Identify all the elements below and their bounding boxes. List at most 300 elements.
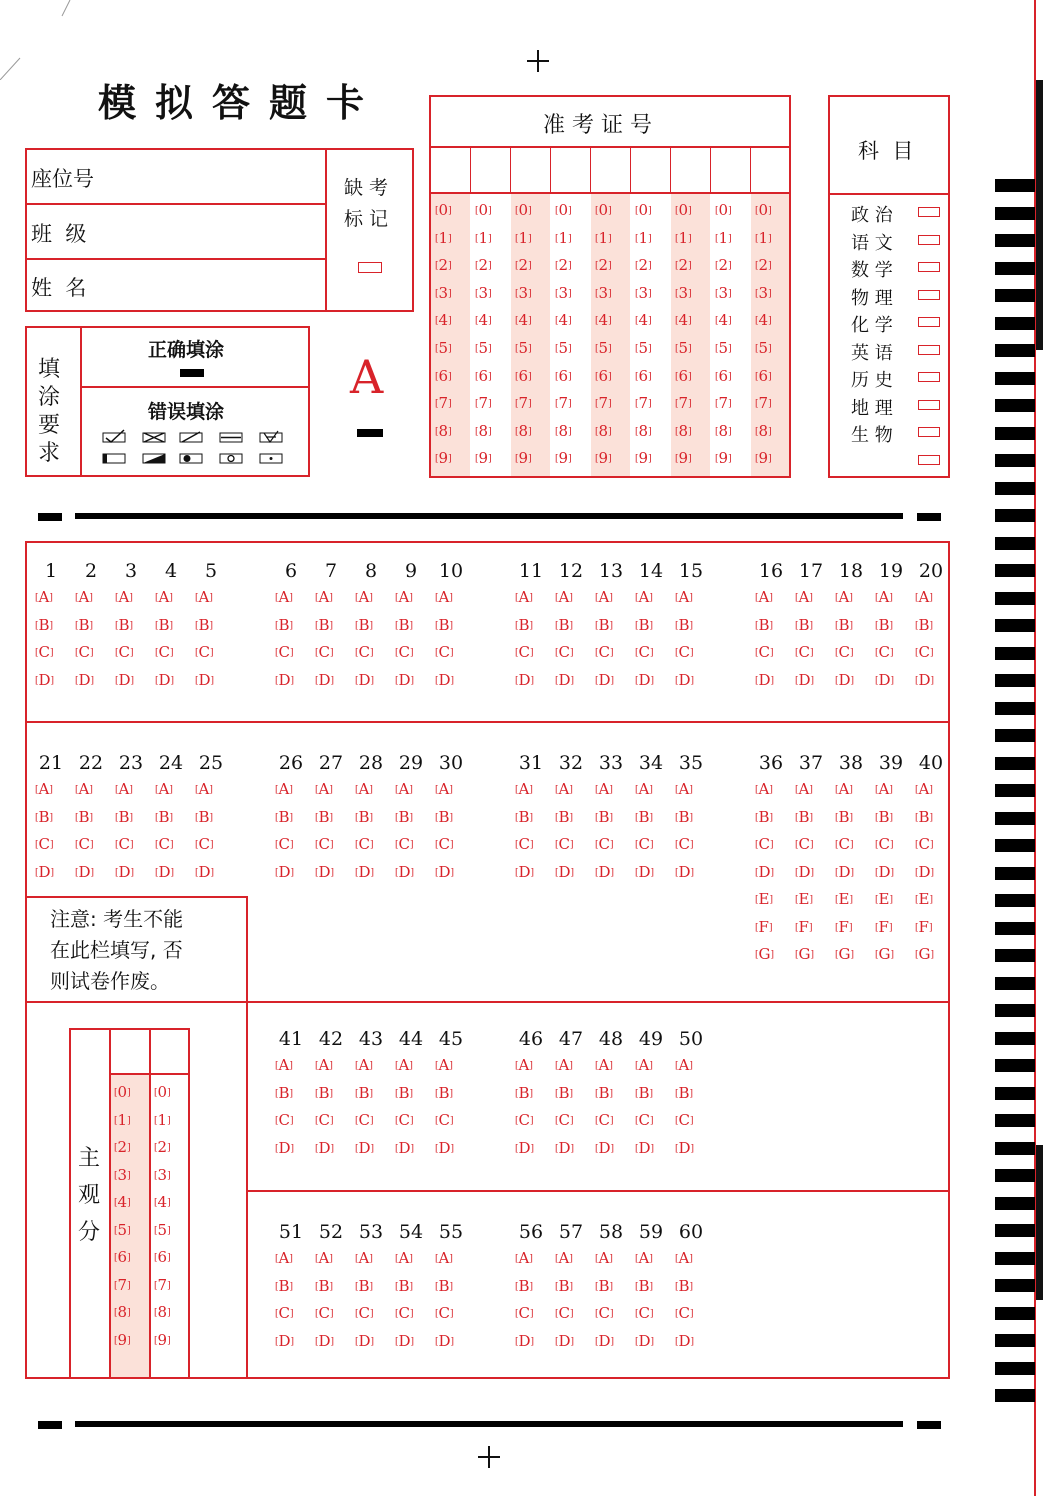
answer-bubble[interactable]: [B]	[555, 1083, 574, 1102]
answer-bubble[interactable]: [D]	[195, 862, 215, 881]
answer-bubble[interactable]: [C]	[155, 835, 174, 853]
answer-bubble[interactable]: [C]	[515, 643, 534, 661]
exam-id-bubble[interactable]: [6]	[555, 366, 572, 385]
absent-mark-box[interactable]	[358, 262, 382, 273]
answer-bubble[interactable]: [C]	[275, 1111, 294, 1129]
exam-id-bubble[interactable]: [9]	[515, 449, 532, 468]
subjective-digit-bubble[interactable]: [9]	[154, 1330, 171, 1349]
answer-bubble[interactable]: [B]	[275, 807, 294, 826]
exam-id-bubble[interactable]: [4]	[755, 311, 772, 330]
answer-bubble[interactable]: [D]	[635, 862, 655, 881]
answer-bubble[interactable]: [D]	[555, 1138, 575, 1157]
answer-bubble[interactable]: [D]	[595, 670, 615, 689]
answer-bubble[interactable]: [D]	[435, 862, 455, 881]
exam-id-bubble[interactable]: [8]	[715, 421, 732, 440]
answer-bubble[interactable]: [E]	[875, 890, 893, 908]
answer-bubble[interactable]: [A]	[275, 588, 293, 606]
answer-bubble[interactable]: [C]	[915, 643, 934, 661]
exam-id-bubble[interactable]: [8]	[675, 421, 692, 440]
answer-bubble[interactable]: [D]	[675, 670, 695, 689]
answer-bubble[interactable]: [B]	[275, 615, 294, 634]
answer-bubble[interactable]: [E]	[835, 890, 853, 908]
answer-bubble[interactable]: [D]	[795, 862, 815, 881]
answer-bubble[interactable]: [B]	[595, 615, 614, 634]
answer-bubble[interactable]: [C]	[195, 835, 214, 853]
answer-bubble[interactable]: [D]	[675, 1331, 695, 1350]
answer-bubble[interactable]: [B]	[195, 807, 214, 826]
answer-bubble[interactable]: [D]	[515, 1331, 535, 1350]
answer-bubble[interactable]: [D]	[595, 862, 615, 881]
answer-bubble[interactable]: [A]	[395, 1056, 413, 1074]
exam-id-bubble[interactable]: [3]	[675, 283, 692, 302]
answer-bubble[interactable]: [D]	[595, 1138, 615, 1157]
exam-id-bubble[interactable]: [3]	[715, 283, 732, 302]
exam-id-bubble[interactable]: [9]	[435, 449, 452, 468]
answer-bubble[interactable]: [B]	[795, 807, 814, 826]
exam-id-bubble[interactable]: [7]	[715, 394, 732, 413]
answer-bubble[interactable]: [D]	[835, 862, 855, 881]
exam-id-bubble[interactable]: [3]	[555, 283, 572, 302]
exam-id-bubble[interactable]: [6]	[755, 366, 772, 385]
exam-id-bubble[interactable]: [7]	[475, 394, 492, 413]
answer-bubble[interactable]: [D]	[755, 862, 775, 881]
answer-bubble[interactable]: [D]	[835, 670, 855, 689]
answer-bubble[interactable]: [B]	[275, 1276, 294, 1295]
answer-bubble[interactable]: [A]	[115, 780, 133, 798]
exam-id-bubble[interactable]: [0]	[635, 201, 652, 219]
answer-bubble[interactable]: [A]	[35, 588, 53, 606]
exam-id-bubble[interactable]: [9]	[475, 449, 492, 468]
answer-bubble[interactable]: [D]	[75, 670, 95, 689]
answer-bubble[interactable]: [A]	[355, 1249, 373, 1267]
answer-bubble[interactable]: [B]	[355, 1276, 374, 1295]
exam-id-bubble[interactable]: [2]	[755, 256, 772, 275]
answer-bubble[interactable]: [C]	[115, 835, 134, 853]
answer-bubble[interactable]: [C]	[75, 835, 94, 853]
answer-bubble[interactable]: [D]	[355, 670, 375, 689]
answer-bubble[interactable]: [A]	[155, 780, 173, 798]
exam-id-bubble[interactable]: [9]	[715, 449, 732, 468]
exam-id-bubble[interactable]: [2]	[515, 256, 532, 275]
answer-bubble[interactable]: [B]	[875, 807, 894, 826]
answer-bubble[interactable]: [A]	[355, 1056, 373, 1074]
answer-bubble[interactable]: [C]	[435, 1111, 454, 1129]
subjective-digit-bubble[interactable]: [6]	[114, 1248, 131, 1266]
answer-bubble[interactable]: [A]	[315, 588, 333, 606]
subject-mark-box[interactable]	[918, 455, 940, 465]
answer-bubble[interactable]: [C]	[75, 643, 94, 661]
answer-bubble[interactable]: [B]	[515, 1083, 534, 1102]
answer-bubble[interactable]: [A]	[195, 780, 213, 798]
answer-bubble[interactable]: [B]	[355, 1083, 374, 1102]
exam-id-bubble[interactable]: [8]	[475, 421, 492, 440]
answer-bubble[interactable]: [B]	[315, 807, 334, 826]
answer-bubble[interactable]: [A]	[435, 1056, 453, 1074]
answer-bubble[interactable]: [D]	[915, 862, 935, 881]
exam-id-bubble[interactable]: [0]	[595, 201, 612, 219]
answer-bubble[interactable]: [B]	[435, 615, 454, 634]
subject-mark-box[interactable]	[918, 262, 940, 272]
answer-bubble[interactable]: [A]	[795, 588, 813, 606]
answer-bubble[interactable]: [G]	[835, 945, 855, 963]
exam-id-bubble[interactable]: [4]	[435, 311, 452, 330]
answer-bubble[interactable]: [A]	[435, 588, 453, 606]
answer-bubble[interactable]: [D]	[915, 670, 935, 689]
answer-bubble[interactable]: [D]	[395, 1138, 415, 1157]
answer-bubble[interactable]: [B]	[635, 1083, 654, 1102]
answer-bubble[interactable]: [C]	[315, 643, 334, 661]
answer-bubble[interactable]: [D]	[635, 670, 655, 689]
answer-bubble[interactable]: [B]	[435, 1276, 454, 1295]
answer-bubble[interactable]: [B]	[395, 615, 414, 634]
exam-id-bubble[interactable]: [9]	[555, 449, 572, 468]
exam-id-bubble[interactable]: [0]	[435, 201, 452, 219]
exam-id-bubble[interactable]: [0]	[715, 201, 732, 219]
answer-bubble[interactable]: [A]	[75, 780, 93, 798]
answer-bubble[interactable]: [D]	[195, 670, 215, 689]
answer-bubble[interactable]: [D]	[155, 670, 175, 689]
answer-bubble[interactable]: [C]	[395, 1304, 414, 1322]
subjective-digit-bubble[interactable]: [1]	[114, 1110, 131, 1129]
answer-bubble[interactable]: [B]	[915, 615, 934, 634]
answer-bubble[interactable]: [B]	[755, 615, 774, 634]
exam-id-bubble[interactable]: [3]	[475, 283, 492, 302]
answer-bubble[interactable]: [C]	[395, 835, 414, 853]
exam-id-bubble[interactable]: [8]	[595, 421, 612, 440]
exam-id-bubble[interactable]: [5]	[475, 339, 492, 357]
answer-bubble[interactable]: [A]	[835, 780, 853, 798]
answer-bubble[interactable]: [B]	[395, 1083, 414, 1102]
answer-bubble[interactable]: [A]	[635, 780, 653, 798]
answer-bubble[interactable]: [B]	[75, 615, 94, 634]
answer-bubble[interactable]: [D]	[315, 862, 335, 881]
answer-bubble[interactable]: [A]	[875, 588, 893, 606]
answer-bubble[interactable]: [C]	[555, 1304, 574, 1322]
answer-bubble[interactable]: [C]	[355, 1304, 374, 1322]
answer-bubble[interactable]: [D]	[595, 1331, 615, 1350]
exam-id-bubble[interactable]: [8]	[555, 421, 572, 440]
answer-bubble[interactable]: [F]	[875, 917, 893, 936]
answer-bubble[interactable]: [B]	[875, 615, 894, 634]
subjective-digit-bubble[interactable]: [8]	[154, 1303, 171, 1321]
answer-bubble[interactable]: [D]	[435, 1331, 455, 1350]
subjective-digit-bubble[interactable]: [4]	[114, 1193, 131, 1211]
subjective-digit-bubble[interactable]: [2]	[114, 1138, 131, 1156]
exam-id-bubble[interactable]: [2]	[675, 256, 692, 275]
answer-bubble[interactable]: [D]	[315, 670, 335, 689]
subjective-digit-bubble[interactable]: [6]	[154, 1248, 171, 1266]
answer-bubble[interactable]: [A]	[435, 1249, 453, 1267]
answer-bubble[interactable]: [C]	[555, 1111, 574, 1129]
answer-bubble[interactable]: [A]	[915, 780, 933, 798]
answer-bubble[interactable]: [D]	[795, 670, 815, 689]
exam-id-bubble[interactable]: [4]	[715, 311, 732, 330]
answer-bubble[interactable]: [C]	[915, 835, 934, 853]
answer-bubble[interactable]: [C]	[675, 835, 694, 853]
answer-bubble[interactable]: [G]	[755, 945, 775, 963]
exam-id-bubble[interactable]: [5]	[675, 339, 692, 357]
answer-bubble[interactable]: [D]	[275, 1331, 295, 1350]
subject-mark-box[interactable]	[918, 400, 940, 410]
exam-id-bubble[interactable]: [8]	[435, 421, 452, 440]
answer-bubble[interactable]: [B]	[835, 615, 854, 634]
answer-bubble[interactable]: [B]	[35, 615, 54, 634]
exam-id-bubble[interactable]: [3]	[515, 283, 532, 302]
answer-bubble[interactable]: [B]	[115, 807, 134, 826]
answer-bubble[interactable]: [A]	[875, 780, 893, 798]
answer-bubble[interactable]: [A]	[675, 1249, 693, 1267]
subject-mark-box[interactable]	[918, 317, 940, 327]
answer-bubble[interactable]: [A]	[315, 1056, 333, 1074]
answer-bubble[interactable]: [D]	[675, 1138, 695, 1157]
answer-bubble[interactable]: [A]	[155, 588, 173, 606]
exam-id-bubble[interactable]: [9]	[675, 449, 692, 468]
exam-id-bubble[interactable]: [8]	[755, 421, 772, 440]
answer-bubble[interactable]: [A]	[435, 780, 453, 798]
answer-bubble[interactable]: [C]	[315, 1304, 334, 1322]
exam-id-bubble[interactable]: [4]	[555, 311, 572, 330]
exam-id-bubble[interactable]: [2]	[555, 256, 572, 275]
answer-bubble[interactable]: [C]	[595, 835, 614, 853]
exam-id-bubble[interactable]: [3]	[435, 283, 452, 302]
exam-id-bubble[interactable]: [3]	[635, 283, 652, 302]
answer-bubble[interactable]: [B]	[595, 1276, 614, 1295]
answer-bubble[interactable]: [B]	[315, 615, 334, 634]
answer-bubble[interactable]: [C]	[195, 643, 214, 661]
answer-bubble[interactable]: [C]	[595, 643, 614, 661]
exam-id-bubble[interactable]: [2]	[435, 256, 452, 275]
answer-bubble[interactable]: [D]	[155, 862, 175, 881]
answer-bubble[interactable]: [B]	[675, 1276, 694, 1295]
paper-type-mark[interactable]	[357, 429, 383, 437]
exam-id-bubble[interactable]: [4]	[475, 311, 492, 330]
answer-bubble[interactable]: [E]	[795, 890, 813, 908]
answer-bubble[interactable]: [G]	[795, 945, 815, 963]
answer-bubble[interactable]: [D]	[435, 670, 455, 689]
subjective-digit-bubble[interactable]: [7]	[114, 1275, 131, 1294]
exam-id-bubble[interactable]: [4]	[515, 311, 532, 330]
answer-bubble[interactable]: [B]	[155, 615, 174, 634]
answer-bubble[interactable]: [C]	[35, 835, 54, 853]
answer-bubble[interactable]: [F]	[795, 917, 813, 936]
exam-id-bubble[interactable]: [6]	[475, 366, 492, 385]
answer-bubble[interactable]: [A]	[635, 588, 653, 606]
answer-bubble[interactable]: [D]	[35, 862, 55, 881]
answer-bubble[interactable]: [B]	[635, 615, 654, 634]
answer-bubble[interactable]: [B]	[395, 1276, 414, 1295]
answer-bubble[interactable]: [A]	[675, 588, 693, 606]
exam-id-bubble[interactable]: [2]	[635, 256, 652, 275]
answer-bubble[interactable]: [A]	[395, 780, 413, 798]
answer-bubble[interactable]: [D]	[115, 862, 135, 881]
answer-bubble[interactable]: [A]	[555, 1056, 573, 1074]
subjective-digit-bubble[interactable]: [8]	[114, 1303, 131, 1321]
subjective-digit-bubble[interactable]: [0]	[154, 1083, 171, 1101]
answer-bubble[interactable]: [B]	[435, 1083, 454, 1102]
exam-id-bubble[interactable]: [7]	[435, 394, 452, 413]
answer-bubble[interactable]: [A]	[395, 588, 413, 606]
subjective-digit-bubble[interactable]: [3]	[114, 1165, 131, 1184]
answer-bubble[interactable]: [A]	[795, 780, 813, 798]
answer-bubble[interactable]: [A]	[675, 1056, 693, 1074]
answer-bubble[interactable]: [C]	[635, 1111, 654, 1129]
answer-bubble[interactable]: [C]	[635, 1304, 654, 1322]
exam-id-bubble[interactable]: [1]	[475, 228, 492, 247]
exam-id-bubble[interactable]: [1]	[435, 228, 452, 247]
answer-bubble[interactable]: [F]	[755, 917, 773, 936]
subject-mark-box[interactable]	[918, 345, 940, 355]
answer-bubble[interactable]: [B]	[435, 807, 454, 826]
subjective-digit-bubble[interactable]: [9]	[114, 1330, 131, 1349]
answer-bubble[interactable]: [C]	[315, 1111, 334, 1129]
answer-bubble[interactable]: [A]	[75, 588, 93, 606]
subject-mark-box[interactable]	[918, 290, 940, 300]
answer-bubble[interactable]: [A]	[515, 1249, 533, 1267]
answer-bubble[interactable]: [A]	[555, 588, 573, 606]
answer-bubble[interactable]: [B]	[595, 807, 614, 826]
answer-bubble[interactable]: [C]	[635, 835, 654, 853]
answer-bubble[interactable]: [C]	[755, 835, 774, 853]
subjective-digit-bubble[interactable]: [2]	[154, 1138, 171, 1156]
subjective-digit-bubble[interactable]: [5]	[114, 1220, 131, 1239]
answer-bubble[interactable]: [B]	[675, 615, 694, 634]
answer-bubble[interactable]: [B]	[355, 615, 374, 634]
answer-bubble[interactable]: [C]	[355, 1111, 374, 1129]
answer-bubble[interactable]: [B]	[515, 1276, 534, 1295]
answer-bubble[interactable]: [D]	[355, 1138, 375, 1157]
answer-bubble[interactable]: [A]	[515, 588, 533, 606]
exam-id-bubble[interactable]: [5]	[755, 339, 772, 357]
answer-bubble[interactable]: [C]	[435, 1304, 454, 1322]
answer-bubble[interactable]: [C]	[395, 643, 414, 661]
answer-bubble[interactable]: [G]	[875, 945, 895, 963]
answer-bubble[interactable]: [D]	[355, 1331, 375, 1350]
answer-bubble[interactable]: [A]	[275, 1056, 293, 1074]
exam-id-bubble[interactable]: [5]	[515, 339, 532, 357]
answer-bubble[interactable]: [C]	[675, 1304, 694, 1322]
answer-bubble[interactable]: [D]	[315, 1331, 335, 1350]
answer-bubble[interactable]: [A]	[515, 1056, 533, 1074]
answer-bubble[interactable]: [A]	[835, 588, 853, 606]
answer-bubble[interactable]: [C]	[315, 835, 334, 853]
answer-bubble[interactable]: [C]	[35, 643, 54, 661]
answer-bubble[interactable]: [D]	[75, 862, 95, 881]
answer-bubble[interactable]: [C]	[595, 1304, 614, 1322]
answer-bubble[interactable]: [D]	[275, 670, 295, 689]
answer-bubble[interactable]: [A]	[275, 1249, 293, 1267]
answer-bubble[interactable]: [B]	[555, 807, 574, 826]
exam-id-bubble[interactable]: [6]	[435, 366, 452, 385]
exam-id-bubble[interactable]: [8]	[635, 421, 652, 440]
answer-bubble[interactable]: [A]	[275, 780, 293, 798]
exam-id-bubble[interactable]: [6]	[515, 366, 532, 385]
answer-bubble[interactable]: [A]	[755, 780, 773, 798]
exam-id-bubble[interactable]: [0]	[675, 201, 692, 219]
exam-id-bubble[interactable]: [7]	[675, 394, 692, 413]
answer-bubble[interactable]: [D]	[555, 862, 575, 881]
answer-bubble[interactable]: [C]	[515, 1111, 534, 1129]
exam-id-bubble[interactable]: [5]	[635, 339, 652, 357]
answer-bubble[interactable]: [D]	[395, 1331, 415, 1350]
subject-mark-box[interactable]	[918, 427, 940, 437]
answer-bubble[interactable]: [B]	[795, 615, 814, 634]
answer-bubble[interactable]: [D]	[355, 862, 375, 881]
answer-bubble[interactable]: [C]	[355, 643, 374, 661]
exam-id-bubble[interactable]: [2]	[595, 256, 612, 275]
answer-bubble[interactable]: [B]	[75, 807, 94, 826]
answer-bubble[interactable]: [B]	[555, 1276, 574, 1295]
answer-bubble[interactable]: [E]	[755, 890, 773, 908]
answer-bubble[interactable]: [D]	[555, 1331, 575, 1350]
answer-bubble[interactable]: [E]	[915, 890, 933, 908]
answer-bubble[interactable]: [B]	[115, 615, 134, 634]
exam-id-bubble[interactable]: [0]	[515, 201, 532, 219]
answer-bubble[interactable]: [D]	[435, 1138, 455, 1157]
exam-id-bubble[interactable]: [7]	[595, 394, 612, 413]
answer-bubble[interactable]: [C]	[555, 835, 574, 853]
answer-bubble[interactable]: [B]	[315, 1276, 334, 1295]
answer-bubble[interactable]: [A]	[315, 780, 333, 798]
exam-id-bubble[interactable]: [1]	[675, 228, 692, 247]
answer-bubble[interactable]: [C]	[275, 835, 294, 853]
answer-bubble[interactable]: [C]	[835, 835, 854, 853]
exam-id-bubble[interactable]: [3]	[755, 283, 772, 302]
answer-bubble[interactable]: [D]	[395, 862, 415, 881]
answer-bubble[interactable]: [B]	[155, 807, 174, 826]
answer-bubble[interactable]: [D]	[515, 1138, 535, 1157]
exam-id-bubble[interactable]: [9]	[755, 449, 772, 468]
exam-id-bubble[interactable]: [6]	[635, 366, 652, 385]
answer-bubble[interactable]: [C]	[515, 1304, 534, 1322]
answer-bubble[interactable]: [A]	[395, 1249, 413, 1267]
answer-bubble[interactable]: [D]	[875, 862, 895, 881]
answer-bubble[interactable]: [D]	[755, 670, 775, 689]
answer-bubble[interactable]: [G]	[915, 945, 935, 963]
subjective-digit-bubble[interactable]: [1]	[154, 1110, 171, 1129]
answer-bubble[interactable]: [B]	[355, 807, 374, 826]
answer-bubble[interactable]: [C]	[155, 643, 174, 661]
answer-bubble[interactable]: [C]	[595, 1111, 614, 1129]
exam-id-bubble[interactable]: [7]	[755, 394, 772, 413]
answer-bubble[interactable]: [A]	[595, 1056, 613, 1074]
answer-bubble[interactable]: [B]	[315, 1083, 334, 1102]
exam-id-bubble[interactable]: [0]	[475, 201, 492, 219]
exam-id-bubble[interactable]: [6]	[715, 366, 732, 385]
answer-bubble[interactable]: [C]	[275, 643, 294, 661]
exam-id-bubble[interactable]: [6]	[595, 366, 612, 385]
answer-bubble[interactable]: [A]	[555, 1249, 573, 1267]
exam-id-bubble[interactable]: [5]	[715, 339, 732, 357]
exam-id-bubble[interactable]: [0]	[555, 201, 572, 219]
subjective-digit-bubble[interactable]: [0]	[114, 1083, 131, 1101]
answer-bubble[interactable]: [B]	[675, 1083, 694, 1102]
answer-bubble[interactable]: [C]	[675, 643, 694, 661]
subject-mark-box[interactable]	[918, 207, 940, 217]
answer-bubble[interactable]: [D]	[635, 1331, 655, 1350]
answer-bubble[interactable]: [B]	[35, 807, 54, 826]
exam-id-bubble[interactable]: [2]	[475, 256, 492, 275]
answer-bubble[interactable]: [D]	[555, 670, 575, 689]
answer-bubble[interactable]: [C]	[875, 835, 894, 853]
answer-bubble[interactable]: [C]	[635, 643, 654, 661]
exam-id-bubble[interactable]: [7]	[515, 394, 532, 413]
answer-bubble[interactable]: [B]	[515, 807, 534, 826]
exam-id-bubble[interactable]: [0]	[755, 201, 772, 219]
answer-bubble[interactable]: [C]	[835, 643, 854, 661]
answer-bubble[interactable]: [C]	[755, 643, 774, 661]
answer-bubble[interactable]: [B]	[275, 1083, 294, 1102]
exam-id-bubble[interactable]: [5]	[595, 339, 612, 357]
